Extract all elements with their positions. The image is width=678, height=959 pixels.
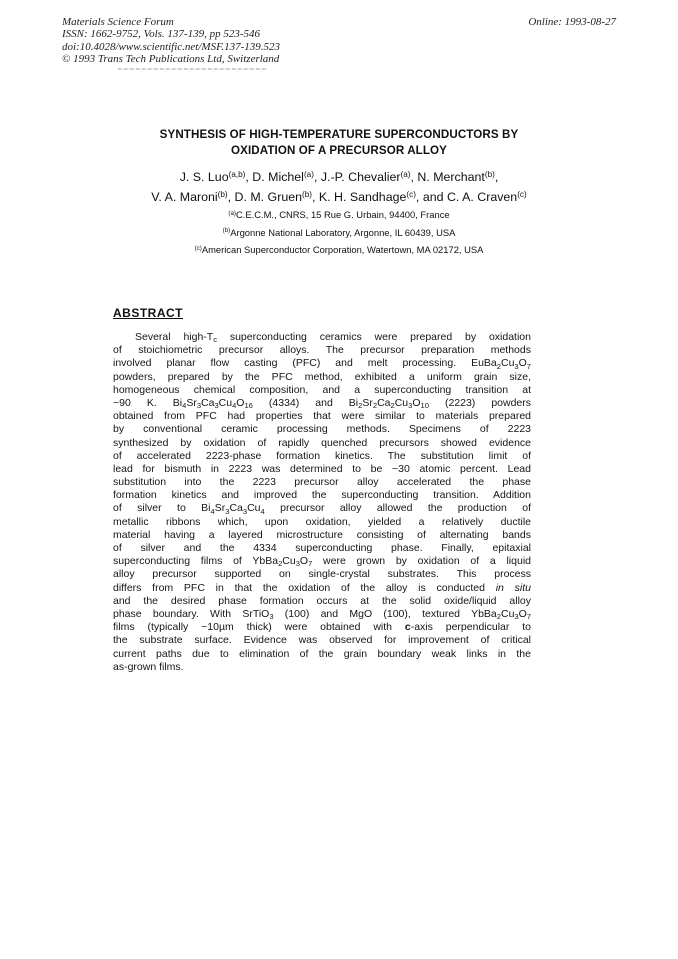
author-list bbox=[60, 168, 618, 208]
affiliation-c bbox=[60, 242, 618, 260]
abstract-line: metallic ribbons which, upon oxidation, yielded a relatively ductile bbox=[113, 515, 531, 528]
affiliation-text: C.E.C.M., CNRS, 15 Rue G. Urbain, 94400, France bbox=[235, 209, 450, 220]
abstract-line: of silver and the 4334 superconducting phase. Finally, epitaxial bbox=[113, 542, 531, 554]
abstract-line: substitution into the 2223 precursor alloy accelerated the phase bbox=[113, 476, 531, 489]
abstract-line: ~90 K. $Bi_4Sr_3Ca_3Cu_4O_{16}$ (4334) and $Bi_2Sr_2Ca_2Cu_3O_{10}$ (2223) powders bbox=[113, 396, 532, 411]
author-conjunction: and bbox=[422, 190, 444, 204]
journal-header bbox=[62, 16, 362, 66]
author-affiliation-mark: (b) bbox=[217, 189, 228, 199]
affiliation-a bbox=[60, 207, 618, 225]
author-affiliation-mark: (b) bbox=[484, 169, 495, 179]
abstract-heading: ABSTRACT bbox=[113, 306, 183, 320]
abstract-line: material having a layered microstructure consisting of alternating bands bbox=[113, 528, 531, 541]
abstract-line: of accelerated 2223-phase formation kinetics. The substitution limit of bbox=[113, 449, 531, 462]
author-line-2: V. A. Maroni$^{(b)}$, D. M. Gruen$^{(b)}$, K. H. Sandhage$^{(c)}$, and C. A. Craven$^{(c)}$ bbox=[151, 189, 527, 204]
abstract-body bbox=[113, 331, 531, 674]
affiliation-b bbox=[60, 225, 618, 243]
author-affiliation-mark: (c) bbox=[406, 189, 416, 199]
author-name: K. H. Sandhage bbox=[318, 190, 407, 204]
abstract-line: formation kinetics and improved the superconducting transition. Addition bbox=[113, 489, 531, 502]
affiliation-list bbox=[60, 207, 618, 260]
abstract-line: powders, prepared by the PFC method, exhibited a uniform grain size, bbox=[113, 370, 531, 383]
abstract-line: homogeneous chemical composition, and a superconducting transition at bbox=[113, 383, 531, 396]
author-affiliation-mark: (b) bbox=[302, 189, 312, 199]
abstract-line: the substrate surface. Evidence was observed for improvement of critical bbox=[113, 634, 531, 647]
journal-name: Materials Science Forum bbox=[62, 16, 174, 28]
author-affiliation-mark: (a,b) bbox=[228, 169, 246, 179]
journal-doi[interactable]: doi:10.4028/www.scientific.net/MSF.137-139.523 bbox=[62, 40, 281, 53]
author-name: J.-P. Chevalier bbox=[320, 170, 401, 184]
abstract-line: as-grown films. bbox=[113, 660, 184, 673]
abstract-line: superconducting films of $YbBa_2Cu_3O_7$ were grown by oxidation of a liquid bbox=[113, 555, 531, 569]
abstract-line: alloy precursor supported on single-crystal substrates. This process bbox=[113, 568, 531, 581]
abstract-line: phase boundary. With SrTiO$_3$ (100) and MgO (100), textured $YbBa_2Cu_3O_7$ bbox=[113, 607, 531, 622]
paper-title bbox=[96, 127, 582, 158]
author-name: C. A. Craven bbox=[446, 190, 518, 204]
journal-copyright: © 1993 Trans Tech Publications Ltd, Switzerland bbox=[62, 53, 280, 66]
abstract-line: films (typically ~10µm thick) were obtained with c-axis perpendicular to bbox=[113, 621, 531, 634]
abstract-line: lead for bismuth in 2223 was determined to be ~30 atomic percent. Lead bbox=[113, 462, 531, 475]
abstract-line: of silver to $Bi_4Sr_3Ca_3Cu_4$ precursor alloy allowed the production of bbox=[113, 502, 531, 516]
abstract-line: by conventional ceramic processing methods. Specimens of 2223 bbox=[113, 423, 531, 436]
scan-artifact-line bbox=[118, 68, 268, 70]
title-line-1: SYNTHESIS OF HIGH-TEMPERATURE SUPERCONDUCTORS BY bbox=[159, 128, 519, 141]
title-line-2: OXIDATION OF A PRECURSOR ALLOY bbox=[231, 143, 447, 157]
author-name: V. A. Maroni bbox=[151, 190, 218, 204]
abstract-line: and the desired phase formation occurs at the solid oxide/liquid alloy bbox=[113, 594, 531, 607]
online-date: Online: 1993-08-27 bbox=[528, 16, 616, 28]
abstract-line: current paths due to elimination of the grain boundary weak links in the bbox=[113, 647, 531, 660]
author-name: D. M. Gruen bbox=[234, 190, 302, 204]
author-affiliation-mark: (a) bbox=[303, 169, 314, 179]
abstract-line: differs from PFC in that the oxidation of the alloy is conducted in situ bbox=[113, 581, 531, 594]
journal-issn: ISSN: 1662-9752, Vols. 137-139, pp 523-546 bbox=[62, 28, 260, 41]
abstract-line: obtained from PFC had properties that were similar to materials prepared bbox=[113, 410, 531, 423]
affiliation-mark: (a) bbox=[228, 209, 236, 217]
author-affiliation-mark: (c) bbox=[517, 189, 527, 199]
affiliation-text: Argonne National Laboratory, Argonne, IL 60439, USA bbox=[230, 226, 456, 238]
affiliation-mark: (b) bbox=[222, 227, 231, 235]
affiliation-mark: (c) bbox=[194, 244, 202, 252]
abstract-line: Several high-$T_c$ superconducting ceramics were prepared by oxidation bbox=[135, 331, 531, 345]
abstract-line: involved planar flow casting (PFC) and melt processing. $EuBa_2Cu_3O_7$ bbox=[113, 357, 531, 371]
author-line-1: J. S. Luo$^{(a,b)}$, D. Michel$^{(a)}$, J.-P. Chevalier$^{(a)}$, N. Merchant$^{(b)}$, bbox=[179, 169, 499, 184]
abstract-line: synthesized by oxidation of rapidly quenched precursors showed evidence bbox=[113, 436, 531, 449]
author-name: J. S. Luo bbox=[179, 170, 229, 184]
affiliation-text: American Superconductor Corporation, Watertown, MA 02172, USA bbox=[201, 244, 484, 256]
abstract-line: of stoichiometric precursor alloys. The precursor preparation methods bbox=[113, 344, 531, 357]
author-name: D. Michel bbox=[252, 170, 304, 184]
author-affiliation-mark: (a) bbox=[400, 169, 411, 179]
author-name: N. Merchant bbox=[417, 170, 485, 184]
